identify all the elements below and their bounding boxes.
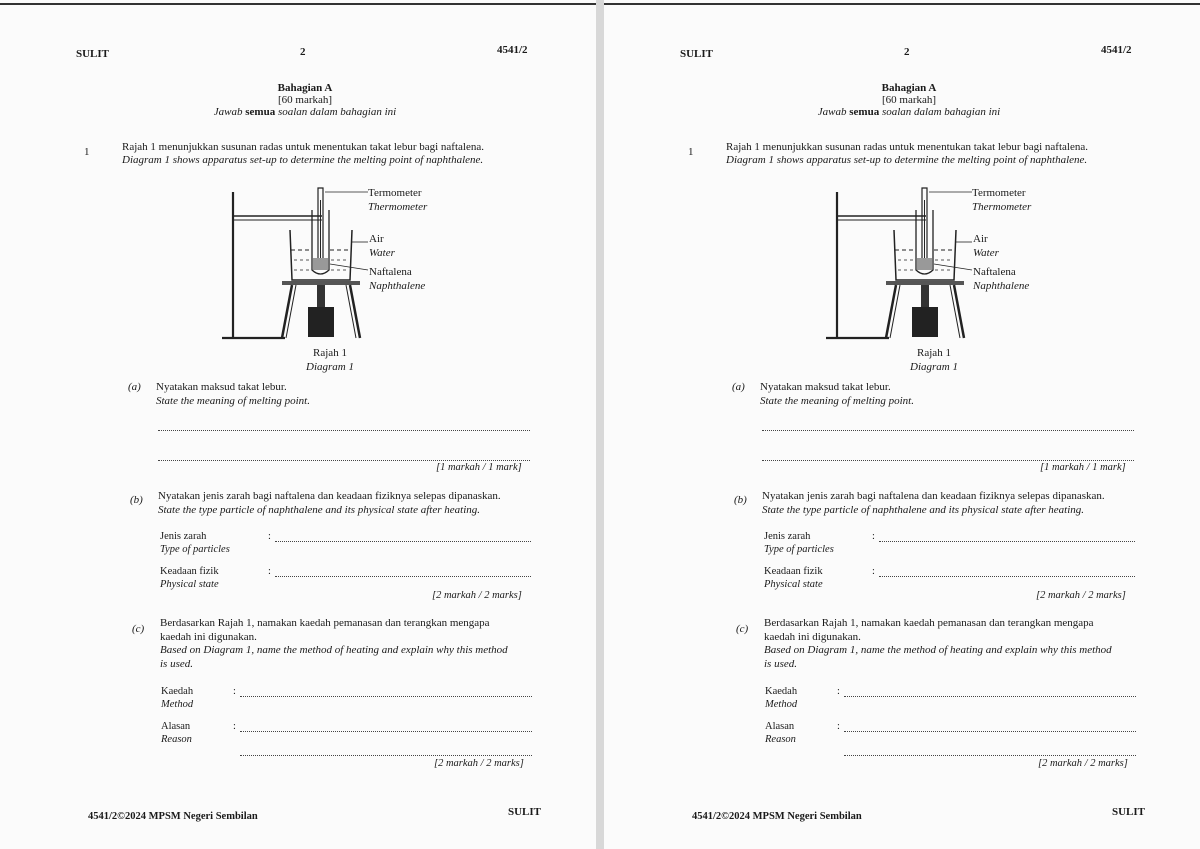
header-sulit: SULIT (680, 48, 714, 60)
section-heading (200, 82, 410, 118)
diagram-caption: Rajah 1 Diagram 1 (910, 347, 958, 373)
apparatus-diagram (804, 180, 974, 350)
question-number: 1 (688, 146, 694, 158)
label-water: Air Water (369, 233, 395, 259)
label-thermometer: Termometer Thermometer (368, 187, 428, 213)
part-c-marks: [2 markah / 2 marks] (434, 758, 524, 769)
answer-line-a2[interactable] (158, 460, 530, 461)
part-a-text-ms: Nyatakan maksud takat lebur. (156, 381, 287, 393)
part-b-field2-colon: : (872, 566, 875, 577)
label-line-naphthalene (934, 264, 972, 270)
wire-gauze (886, 281, 964, 285)
answer-line-reason-1[interactable] (844, 731, 1136, 732)
exam-page-right (604, 0, 1200, 849)
wire-gauze (282, 281, 360, 285)
answer-line-a1[interactable] (762, 430, 1134, 431)
section-marks: [60 markah] (881, 94, 937, 106)
section-instruction: Jawab semua soalan dalam bahagian ini (817, 106, 1001, 118)
part-c-label: (c) (132, 623, 145, 635)
part-b-field1-label: Jenis zarah Type of particles (160, 531, 230, 555)
part-c-marks: [2 markah / 2 marks] (1038, 758, 1128, 769)
scan-edge-line (0, 3, 596, 5)
part-c-field1-colon: : (233, 686, 236, 697)
part-a-text-en: State the meaning of melting point. (760, 395, 914, 407)
part-c-field2-label: Alasan Reason (161, 721, 192, 745)
bunsen-burner-base (912, 307, 938, 337)
answer-line-method[interactable] (844, 696, 1136, 697)
part-a-marks: [1 markah / 1 mark] (1040, 462, 1126, 473)
answer-line-reason-1[interactable] (240, 731, 532, 732)
part-b-label: (b) (130, 494, 143, 506)
part-c-field1-label: Kaedah Method (765, 686, 798, 710)
label-line-naphthalene (330, 264, 368, 270)
footer-copyright: 4541/2©2024 MPSM Negeri Sembilan (692, 811, 862, 822)
part-b-text-en: State the type particle of naphthalene and its physical state after heating. (158, 504, 480, 516)
part-a-marks: [1 markah / 1 mark] (436, 462, 522, 473)
footer-copyright: 4541/2©2024 MPSM Negeri Sembilan (88, 811, 258, 822)
part-c-text: Berdasarkan Rajah 1, namakan kaedah pemanasan dan terangkan mengapa kaedah ini digunakan. Based on Diagram 1, name the method of heating and explain why this method is used. (764, 617, 1112, 670)
label-naphthalene: Naftalena Naphthalene (369, 266, 426, 292)
section-instruction: Jawab semua soalan dalam bahagian ini (213, 106, 397, 118)
answer-line-reason-2[interactable] (844, 755, 1136, 756)
naphthalene-solid (313, 258, 328, 270)
answer-line-particles[interactable] (275, 541, 531, 542)
label-water: Air Water (973, 233, 999, 259)
label-thermometer: Termometer Thermometer (972, 187, 1032, 213)
section-heading (804, 82, 1014, 118)
part-b-text-ms: Nyatakan jenis zarah bagi naftalena dan keadaan fiziknya selepas dipanaskan. (762, 490, 1105, 502)
part-c-field1-label: Kaedah Method (161, 686, 194, 710)
footer-sulit: SULIT (1112, 806, 1146, 818)
part-b-marks: [2 markah / 2 marks] (432, 590, 522, 601)
part-c-field1-colon: : (837, 686, 840, 697)
header-page-number: 2 (904, 46, 910, 58)
answer-line-method[interactable] (240, 696, 532, 697)
part-c-field2-colon: : (233, 721, 236, 732)
part-c-text: Berdasarkan Rajah 1, namakan kaedah pemanasan dan terangkan mengapa kaedah ini digunakan. Based on Diagram 1, name the method of heating and explain why this method is used. (160, 617, 508, 670)
bunsen-burner-tube (317, 285, 325, 307)
answer-line-reason-2[interactable] (240, 755, 532, 756)
header-sulit: SULIT (76, 48, 110, 60)
part-b-field1-colon: : (268, 531, 271, 542)
part-b-marks: [2 markah / 2 marks] (1036, 590, 1126, 601)
part-b-field1-label: Jenis zarah Type of particles (764, 531, 834, 555)
answer-line-a2[interactable] (762, 460, 1134, 461)
question-intro-ms: Rajah 1 menunjukkan susunan radas untuk menentukan takat lebur bagi naftalena. (726, 141, 1088, 153)
question-intro-en: Diagram 1 shows apparatus set-up to determine the melting point of naphthalene. (122, 154, 484, 166)
question-number: 1 (84, 146, 90, 158)
section-marks: [60 markah] (277, 94, 333, 106)
header-paper-code: 4541/2 (497, 44, 528, 56)
apparatus-diagram (200, 180, 370, 350)
part-c-field2-colon: : (837, 721, 840, 732)
bunsen-burner-base (308, 307, 334, 337)
part-a-label: (a) (128, 381, 141, 393)
part-b-text-en: State the type particle of naphthalene and its physical state after heating. (762, 504, 1084, 516)
part-a-label: (a) (732, 381, 745, 393)
question-intro-ms: Rajah 1 menunjukkan susunan radas untuk menentukan takat lebur bagi naftalena. (122, 141, 484, 153)
part-b-field2-label: Keadaan fizik Physical state (764, 566, 823, 590)
part-b-field2-colon: : (268, 566, 271, 577)
part-b-text-ms: Nyatakan jenis zarah bagi naftalena dan keadaan fiziknya selepas dipanaskan. (158, 490, 501, 502)
answer-line-particles[interactable] (879, 541, 1135, 542)
part-a-text-ms: Nyatakan maksud takat lebur. (760, 381, 891, 393)
part-b-field2-label: Keadaan fizik Physical state (160, 566, 219, 590)
header-page-number: 2 (300, 46, 306, 58)
section-title: Bahagian A (881, 82, 937, 94)
answer-line-physical-state[interactable] (879, 576, 1135, 577)
header-paper-code: 4541/2 (1101, 44, 1132, 56)
part-c-field2-label: Alasan Reason (765, 721, 796, 745)
part-a-text-en: State the meaning of melting point. (156, 395, 310, 407)
bunsen-burner-tube (921, 285, 929, 307)
naphthalene-solid (917, 258, 932, 270)
section-title: Bahagian A (277, 82, 333, 94)
scan-edge-line (604, 3, 1200, 5)
footer-sulit: SULIT (508, 806, 542, 818)
part-c-label: (c) (736, 623, 749, 635)
answer-line-a1[interactable] (158, 430, 530, 431)
answer-line-physical-state[interactable] (275, 576, 531, 577)
question-intro-en: Diagram 1 shows apparatus set-up to determine the melting point of naphthalene. (726, 154, 1088, 166)
part-b-field1-colon: : (872, 531, 875, 542)
exam-page-left (0, 0, 596, 849)
part-b-label: (b) (734, 494, 747, 506)
label-naphthalene: Naftalena Naphthalene (973, 266, 1030, 292)
diagram-caption: Rajah 1 Diagram 1 (306, 347, 354, 373)
